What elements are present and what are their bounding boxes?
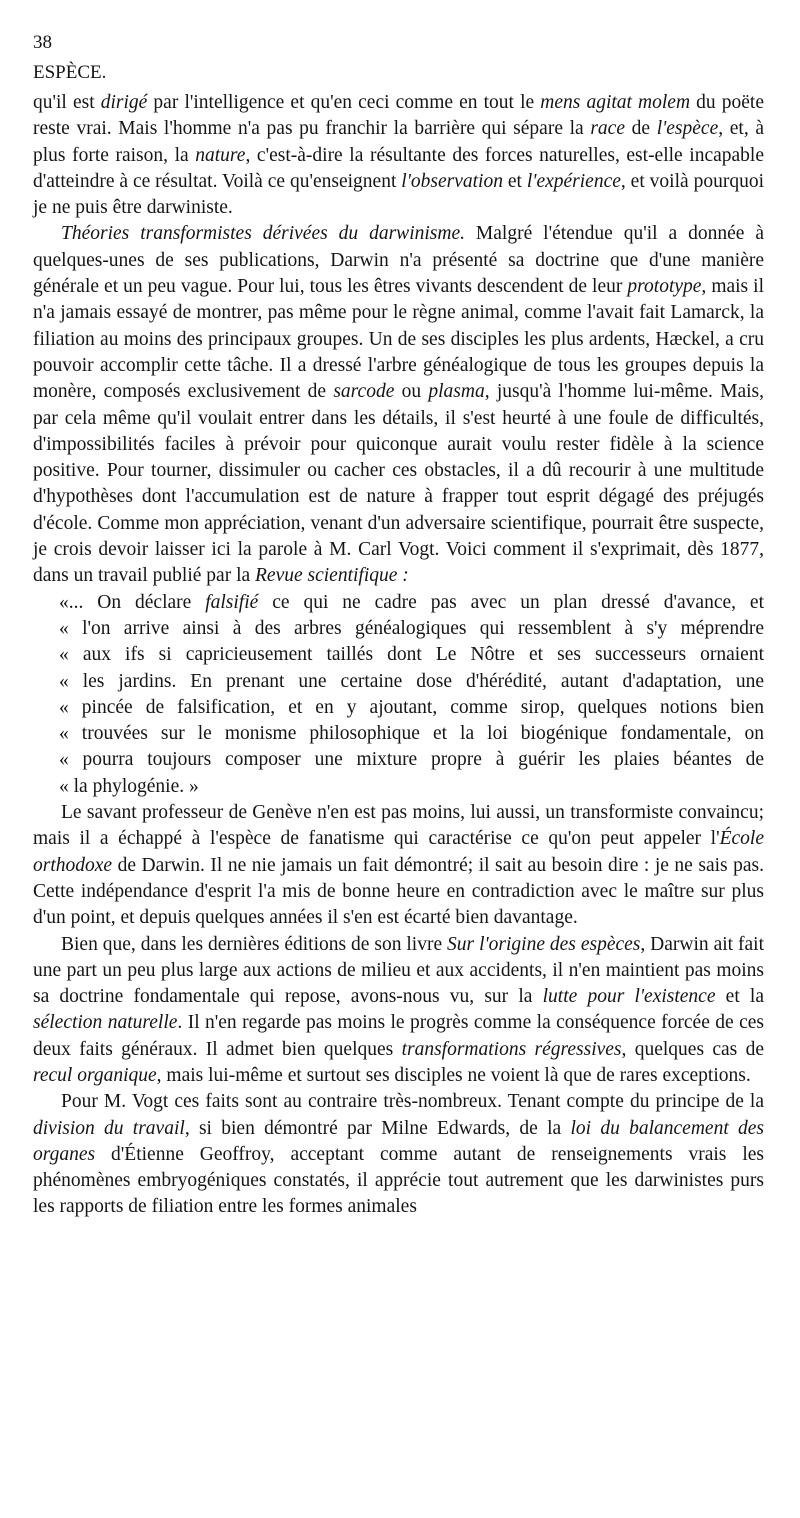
text-run: «... On déclare bbox=[59, 591, 206, 613]
text-run: « trouvées sur le monisme philosophique et la loi biogénique fondamentale, on bbox=[59, 723, 764, 745]
text-run: . Il n'en regarde pas moins le progrès comme la conséquence forcée de ces deux faits généraux. Il admet bien quelques bbox=[33, 1012, 764, 1060]
quote-line bbox=[59, 774, 764, 800]
italic-text: sélection naturelle bbox=[33, 1012, 178, 1034]
italic-text: prototype bbox=[627, 276, 702, 298]
text-run: et bbox=[502, 170, 527, 192]
body-text-after-quote bbox=[33, 800, 764, 1221]
text-run: Le savant professeur de Genève n'en est pas moins, lui aussi, un transformiste convaincu; mais il a échappé à l'espèce de fanatisme qui caractérise ce qu'on peut appeler l' bbox=[33, 802, 764, 850]
text-run: , c'est-à-dire la résultante des forces naturelles, est-elle incapable d'atteindre à ce résultat. Voilà ce qu'enseignent bbox=[33, 144, 764, 192]
paragraph bbox=[33, 90, 764, 221]
text-run: , quelques cas de bbox=[621, 1038, 764, 1060]
italic-text: lutte pour l'existence bbox=[542, 986, 716, 1008]
text-run: « l'on arrive ainsi à des arbres généalogiques qui ressemblent à s'y méprendre bbox=[59, 617, 764, 639]
text-run: de Darwin. Il ne nie jamais un fait démontré; il sait au besoin dire : je ne sais pas. Cette indépendance d'esprit l'a mis de bonne heure en contradiction avec le maître sur plus d'un point, et depuis quelques années il s'en est écarté bien davantage. bbox=[33, 854, 764, 929]
italic-text: recul organique bbox=[33, 1064, 157, 1086]
quote-line bbox=[59, 721, 764, 747]
text-run: , si bien démontré par Milne Edwards, de la bbox=[184, 1117, 571, 1139]
page-number: 38 bbox=[33, 32, 52, 53]
quote-line bbox=[59, 616, 764, 642]
italic-text: mens agitat molem bbox=[540, 92, 691, 113]
paragraph bbox=[33, 1089, 764, 1220]
text-run: qu'il est bbox=[33, 92, 101, 113]
italic-text: nature bbox=[195, 144, 246, 166]
italic-text: Revue scientifique : bbox=[255, 565, 409, 587]
italic-text: race bbox=[590, 118, 625, 140]
text-run: , Darwin ait fait une part un peu plus large aux actions de milieu et aux accidents, il n'en maintient pas moins sa doctrine fondamentale qui repose, avons-nous vu, sur la bbox=[33, 933, 764, 1008]
italic-text: plasma bbox=[428, 381, 485, 403]
italic-text: sarcode bbox=[333, 381, 395, 403]
quote-line bbox=[59, 747, 764, 773]
italic-text: loi du balancement des organes bbox=[33, 1117, 765, 1165]
quote-line bbox=[59, 695, 764, 721]
italic-text: dirigé bbox=[100, 92, 148, 113]
text-run: d'Étienne Geoffroy, acceptant comme autant de renseignements vrais les phénomènes embryogéniques constatés, il apprécie tout autrement que les darwinistes purs les rapports de filiation entre les formes animales bbox=[33, 1143, 764, 1218]
italic-text: l'espèce bbox=[656, 118, 719, 140]
italic-text: École orthodoxe bbox=[33, 828, 764, 876]
text-run: « les jardins. En prenant une certaine dose d'hérédité, autant d'adaptation, une bbox=[59, 670, 764, 692]
text-run: « pourra toujours composer une mixture propre à guérir les plaies béantes de bbox=[59, 749, 764, 771]
running-title-wrap bbox=[33, 60, 764, 86]
paragraph bbox=[33, 800, 764, 931]
paragraph bbox=[33, 932, 764, 1090]
text-run: et la bbox=[715, 986, 764, 1008]
block-quote bbox=[33, 590, 764, 800]
italic-text: transformations régressives bbox=[401, 1038, 622, 1060]
text-run: Bien que, dans les dernières éditions de son livre bbox=[61, 933, 448, 955]
quote-line bbox=[59, 669, 764, 695]
text-run: ou bbox=[394, 381, 429, 403]
text-run: « la phylogénie. » bbox=[59, 775, 199, 797]
text-run: , mais lui-même et surtout ses disciples ne voient là que de rares exceptions. bbox=[156, 1064, 751, 1086]
quote-line bbox=[59, 590, 764, 616]
quote-line bbox=[59, 642, 764, 668]
text-run: , jusqu'à l'homme lui-même. Mais, par cela même qu'il voulait entrer dans les détails, il s'est heurté à une foule de difficultés, d'impossibilités faciles à prévoir pour quiconque aurait voulu rester fidèle à la science positive. Pour tourner, dissimuler ou cacher ces obstacles, il a dû recourir à une multitude d'hypothèses dont l'accumulation est de nature à frapper tout esprit dégagé des préjugés d'école. Comme mon appréciation, venant d'un adversaire scientifique, pourrait être suspecte, je crois devoir laisser ici la parole à M. Carl Vogt. Voici comment il s'exprimait, dès 1877, dans un travail publié par la bbox=[33, 381, 764, 587]
running-title: ESPÈCE. bbox=[33, 62, 107, 83]
body-text-before-quote bbox=[33, 90, 764, 590]
text-run: par l'intelligence et qu'en ceci comme en tout le bbox=[147, 92, 541, 113]
paragraph bbox=[33, 221, 764, 589]
text-run: , et voilà pourquoi je ne puis être darwiniste. bbox=[33, 170, 764, 219]
text-run: , mais il n'a jamais essayé de montrer, pas même pour le règne animal, comme l'avait fait Lamarck, la filiation au moins des principaux groupes. Un de ses disciples les plus ardents, Hæckel, a cru pouvoir accomplir cette tâche. Il a dressé l'arbre généalogique de tous les groupes depuis la monère, composés exclusivement de bbox=[33, 276, 764, 403]
text-run: du poëte reste vrai. Mais l'homme n'a pas pu franchir la barrière qui sépare la bbox=[33, 92, 764, 140]
italic-text: Sur l'origine des espèces bbox=[447, 933, 641, 955]
italic-text: l'expérience bbox=[526, 170, 621, 192]
text-run: « pincée de falsification, et en y ajoutant, comme sirop, quelques notions bien bbox=[59, 696, 764, 718]
text-run: de bbox=[625, 118, 657, 140]
running-header bbox=[33, 30, 764, 56]
text-run: « aux ifs si capricieusement taillés dont Le Nôtre et ses successeurs ornaient bbox=[59, 644, 764, 666]
text-run: ce qui ne cadre pas avec un plan dressé d'avance, et bbox=[258, 591, 764, 613]
italic-text: falsifié bbox=[205, 591, 259, 613]
text-run: Malgré l'étendue qu'il a donnée à quelques-unes de ses publications, Darwin n'a présenté sa doctrine que d'une manière générale et un peu vague. Pour lui, tous les êtres vivants descendent de leur bbox=[33, 223, 764, 298]
text-run: Pour M. Vogt ces faits sont au contraire très-nombreux. Tenant compte du principe de la bbox=[61, 1091, 764, 1113]
italic-text: division du travail bbox=[33, 1117, 185, 1139]
italic-text: l'observation bbox=[401, 170, 503, 192]
text-run: , et, à plus forte raison, la bbox=[33, 118, 764, 166]
italic-text: Théories transformistes dérivées du darwinisme. bbox=[61, 223, 465, 245]
